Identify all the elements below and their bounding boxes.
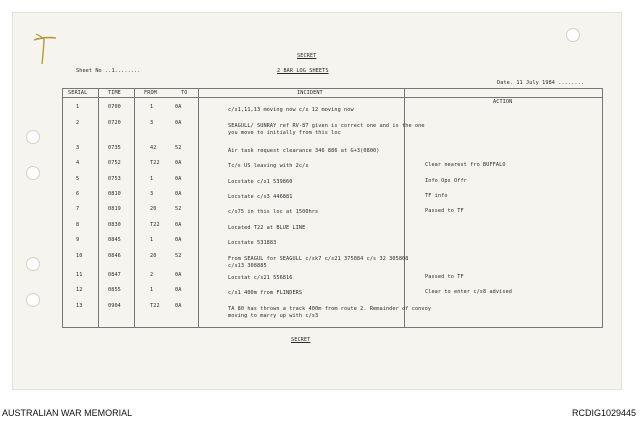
cell-time: 0846 — [108, 253, 121, 259]
cell-incident: you move to initially from this loc — [228, 130, 341, 136]
cell-serial: 5 — [76, 176, 80, 182]
cell-serial: 7 — [76, 206, 80, 212]
cell-action: Clear to enter c/s8 advised — [425, 289, 513, 295]
cell-from: 3 — [150, 120, 154, 126]
cell-to: 0A — [175, 191, 182, 197]
cell-action: Info Ops Offr — [425, 178, 467, 184]
cell-time: 0855 — [108, 287, 121, 293]
punch-hole — [566, 28, 580, 42]
column-divider — [134, 88, 135, 328]
column-header-incident: INCIDENT — [297, 90, 323, 96]
cell-incident: Locstate 531883 — [228, 240, 277, 246]
cell-time: 0752 — [108, 160, 121, 166]
table-bottom-rule — [62, 327, 603, 328]
cell-time: 0720 — [108, 120, 121, 126]
cell-to: 0A — [175, 160, 182, 166]
cell-from: 3 — [150, 191, 154, 197]
column-divider — [198, 88, 199, 328]
column-header-from: FROM — [144, 90, 157, 96]
cell-to: 0A — [175, 104, 182, 110]
punch-hole — [26, 166, 40, 180]
cell-serial: 11 — [76, 272, 83, 278]
cell-to: 0A — [175, 237, 182, 243]
column-divider — [98, 88, 99, 328]
cell-incident: Tc/s US leaving with 2c/s — [228, 163, 309, 169]
cell-incident: From SEAGUL for SEAGULL c/sk7 c/s21 375884 c/s 32 305808 — [228, 256, 409, 262]
cell-time: 0847 — [108, 272, 121, 278]
document-title: 2 BAR LOG SHEETS — [277, 68, 329, 74]
pencil-mark-icon — [30, 28, 60, 68]
cell-from: 1 — [150, 237, 154, 243]
cell-from: 1 — [150, 104, 154, 110]
cell-from: 1 — [150, 176, 154, 182]
cell-incident: c/s1,11,13 moving now c/s 12 moving now — [228, 107, 354, 113]
cell-serial: 10 — [76, 253, 83, 259]
archive-institution: AUSTRALIAN WAR MEMORIAL — [2, 408, 133, 418]
cell-serial: 4 — [76, 160, 80, 166]
log-date: Date. 11 July 1984 ........ — [497, 80, 585, 86]
table-border-right — [602, 88, 603, 328]
table-top-rule — [62, 88, 603, 89]
cell-serial: 3 — [76, 145, 80, 151]
cell-to: 0A — [175, 176, 182, 182]
cell-from: T22 — [150, 160, 160, 166]
cell-time: 0735 — [108, 145, 121, 151]
cell-incident: SEAGULL/ SUNRAY ref RV-87 given is correct one and is the one — [228, 123, 425, 129]
cell-time: 0810 — [108, 191, 121, 197]
cell-from: 42 — [150, 145, 157, 151]
cell-incident: c/s13 308885 — [228, 263, 267, 269]
cell-time: 0904 — [108, 303, 121, 309]
column-header-to: TO — [181, 90, 188, 96]
classification-bottom: SECRET — [291, 337, 311, 343]
cell-time: 0700 — [108, 104, 121, 110]
cell-serial: 2 — [76, 120, 80, 126]
cell-incident: Air task request clearance 346 886 at G+3(0800) — [228, 148, 380, 154]
archive-reference: RCDIG1029445 — [571, 408, 636, 418]
cell-time: 0845 — [108, 237, 121, 243]
cell-from: 20 — [150, 253, 157, 259]
column-header-time: TIME — [108, 90, 121, 96]
cell-from: T22 — [150, 303, 160, 309]
column-header-serial: SERIAL — [68, 90, 88, 96]
cell-incident: c/s1 400m from FLINDERS — [228, 290, 303, 296]
cell-serial: 12 — [76, 287, 83, 293]
cell-incident: Locstate c/s1 539860 — [228, 179, 293, 185]
cell-action: TF info — [425, 193, 448, 199]
cell-serial: 9 — [76, 237, 80, 243]
cell-from: 1 — [150, 287, 154, 293]
cell-incident: moving to marry up with c/s3 — [228, 313, 319, 319]
sheet-number: Sheet No ..1........ — [76, 68, 141, 74]
cell-incident: Locstat c/s21 556816 — [228, 275, 293, 281]
cell-action: Passed to TF — [425, 274, 464, 280]
cell-from: 20 — [150, 206, 157, 212]
cell-to: 0A — [175, 120, 182, 126]
table-border-left — [62, 88, 63, 328]
cell-serial: 1 — [76, 104, 80, 110]
cell-serial: 13 — [76, 303, 83, 309]
punch-hole — [26, 130, 40, 144]
cell-to: 0A — [175, 287, 182, 293]
cell-incident: TA 80 has thrown a track 400m from route 2. Remainder of convoy — [228, 306, 432, 312]
cell-time: 0753 — [108, 176, 121, 182]
cell-to: 0A — [175, 222, 182, 228]
cell-incident: Locstate c/s3 446881 — [228, 194, 293, 200]
cell-to: 52 — [175, 206, 182, 212]
cell-action: Clear nearest fro BUFFALO — [425, 162, 506, 168]
table-header-rule — [62, 97, 603, 98]
cell-time: 0830 — [108, 222, 121, 228]
cell-incident: c/s75 in this loc at 1500hrs — [228, 209, 319, 215]
punch-hole — [26, 257, 40, 271]
column-header-action: ACTION — [493, 99, 513, 105]
punch-hole — [26, 293, 40, 307]
cell-to: 52 — [175, 253, 182, 259]
cell-action: Passed to TF — [425, 208, 464, 214]
cell-time: 0819 — [108, 206, 121, 212]
cell-from: T22 — [150, 222, 160, 228]
cell-serial: 8 — [76, 222, 80, 228]
cell-serial: 6 — [76, 191, 80, 197]
cell-incident: Located T22 at BLUE LINE — [228, 225, 306, 231]
cell-from: 2 — [150, 272, 154, 278]
cell-to: 52 — [175, 145, 182, 151]
cell-to: 0A — [175, 303, 182, 309]
classification-top: SECRET — [297, 53, 317, 59]
cell-to: 0A — [175, 272, 182, 278]
